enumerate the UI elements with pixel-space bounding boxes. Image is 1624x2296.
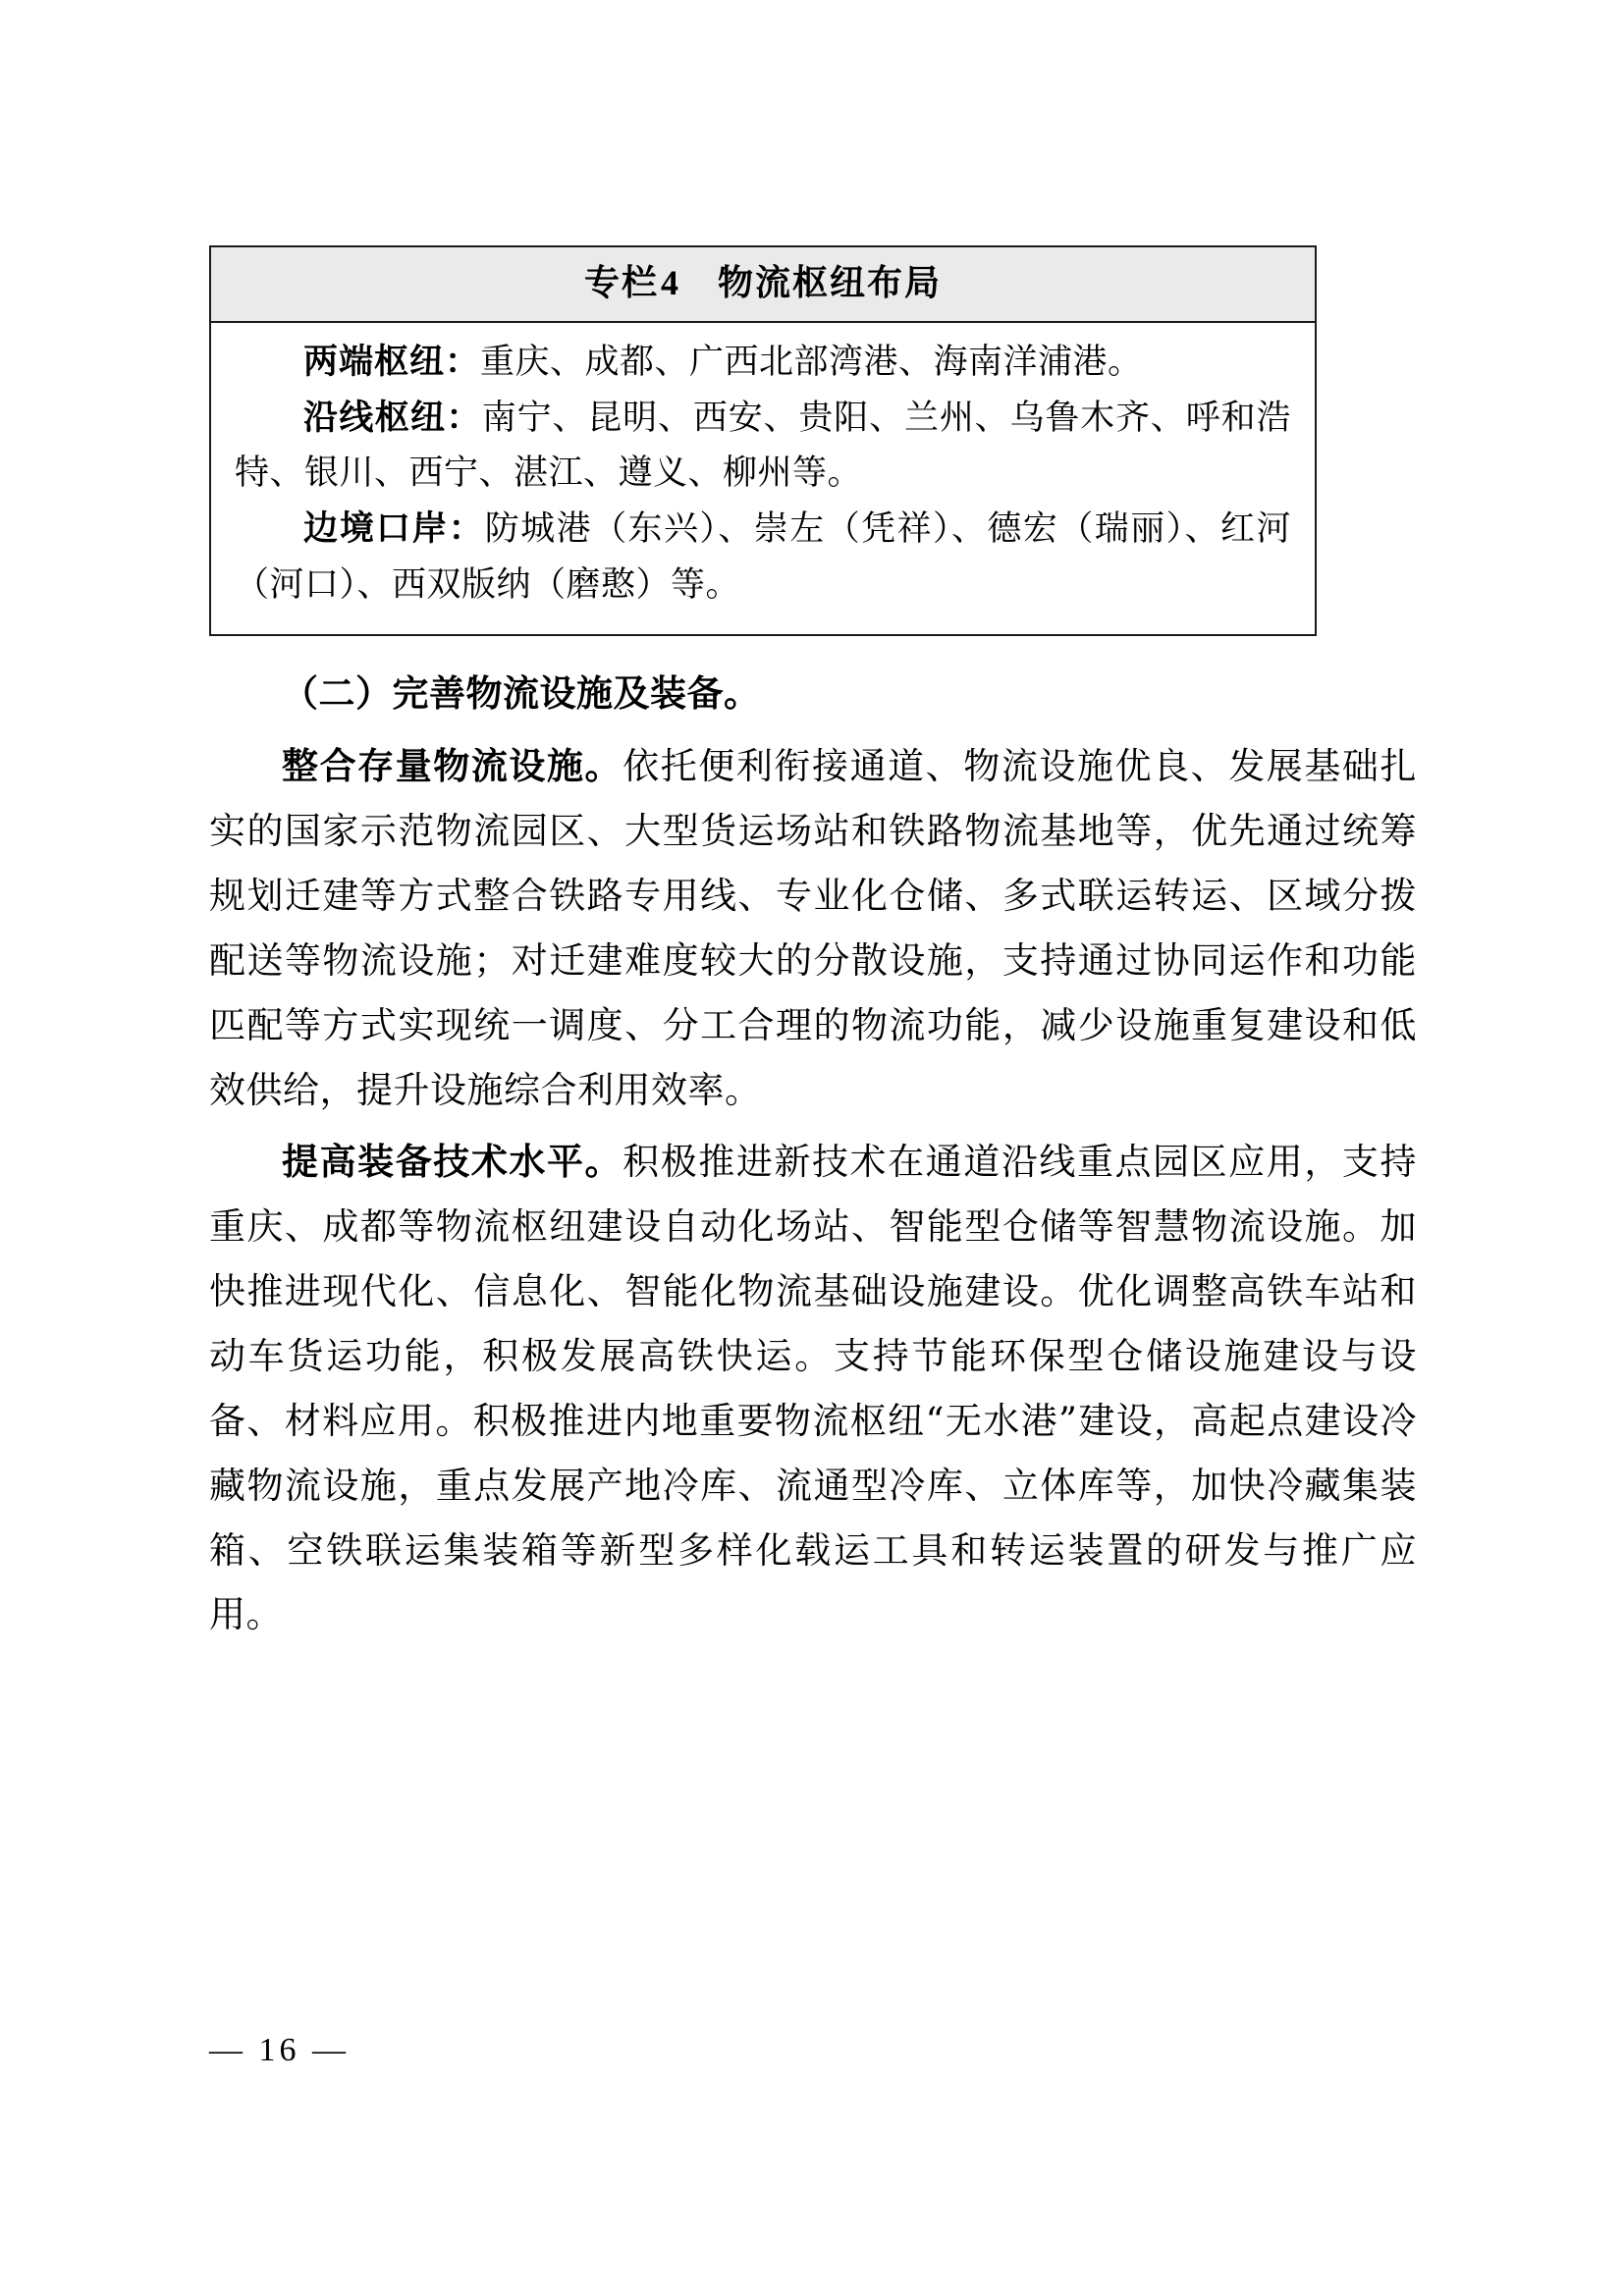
- paragraph-upgrade-equipment: [209, 1130, 1417, 1647]
- paragraph-text: 积极推进新技术在通道沿线重点园区应用，支持重庆、成都等物流枢纽建设自动化场站、智能型仓储等智慧物流设施。加快推进现代化、信息化、智能化物流基础设施建设。优化调整高铁车站和动车货运功能，积极发展高铁快运。支持节能环保型仓储设施建设与设备、材料应用。积极推进内地重要物流枢纽“无水港”建设，高起点建设冷藏物流设施，重点发展产地冷库、流通型冷库、立体库等，加快冷藏集装箱、空铁联运集装箱等新型多样化载运工具和转运装置的研发与推广应用。: [209, 1141, 1418, 1636]
- paragraph-lead: 提高装备技术水平。: [282, 1140, 623, 1184]
- callout-content: [211, 323, 1315, 634]
- callout-row-label: 边境口岸：: [303, 508, 485, 550]
- callout-row-value: 南宁、昆明、西安、贵阳、兰州、乌鲁木齐、呼和浩特、银川、西宁、湛江、遵义、柳州等。: [235, 398, 1291, 494]
- callout-row-corridor-hubs: [235, 391, 1291, 502]
- callout-row-border-ports: [235, 502, 1291, 613]
- callout-title-number: 4: [661, 263, 680, 302]
- paragraph-lead: 整合存量物流设施。: [282, 744, 623, 788]
- section-heading: （二）完善物流设施及装备。: [282, 671, 761, 716]
- page-number: — 16 —: [209, 2032, 350, 2068]
- callout-title: [211, 247, 1315, 323]
- callout-row-label: 沿线枢纽：: [303, 397, 482, 438]
- callout-title-name: 物流枢纽布局: [718, 262, 943, 303]
- page-content: [209, 245, 1417, 1647]
- callout-row-value: 重庆、成都、广西北部湾港、海南洋浦港。: [480, 343, 1143, 382]
- paragraph-integrate-facilities: [209, 734, 1417, 1122]
- callout-row-end-hubs: [235, 335, 1291, 391]
- callout-box-logistics-hubs: [209, 245, 1317, 636]
- callout-row-label: 两端枢纽：: [303, 342, 481, 382]
- callout-title-prefix: 专栏: [583, 262, 659, 303]
- paragraph-text: 依托便利衔接通道、物流设施优良、发展基础扎实的国家示范物流园区、大型货运场站和铁路物流基地等，优先通过统筹规划迁建等方式整合铁路专用线、专业化仓储、多式联运转运、区域分拨配送等物流设施；对迁建难度较大的分散设施，支持通过协同运作和功能匹配等方式实现统一调度、分工合理的物流功能，减少设施重复建设和低效供给，提升设施综合利用效率。: [209, 745, 1418, 1111]
- callout-row-value: 防城港（东兴）、崇左（凭祥）、德宏（瑞丽）、红河（河口）、西双版纳（磨憨）等。: [235, 509, 1291, 605]
